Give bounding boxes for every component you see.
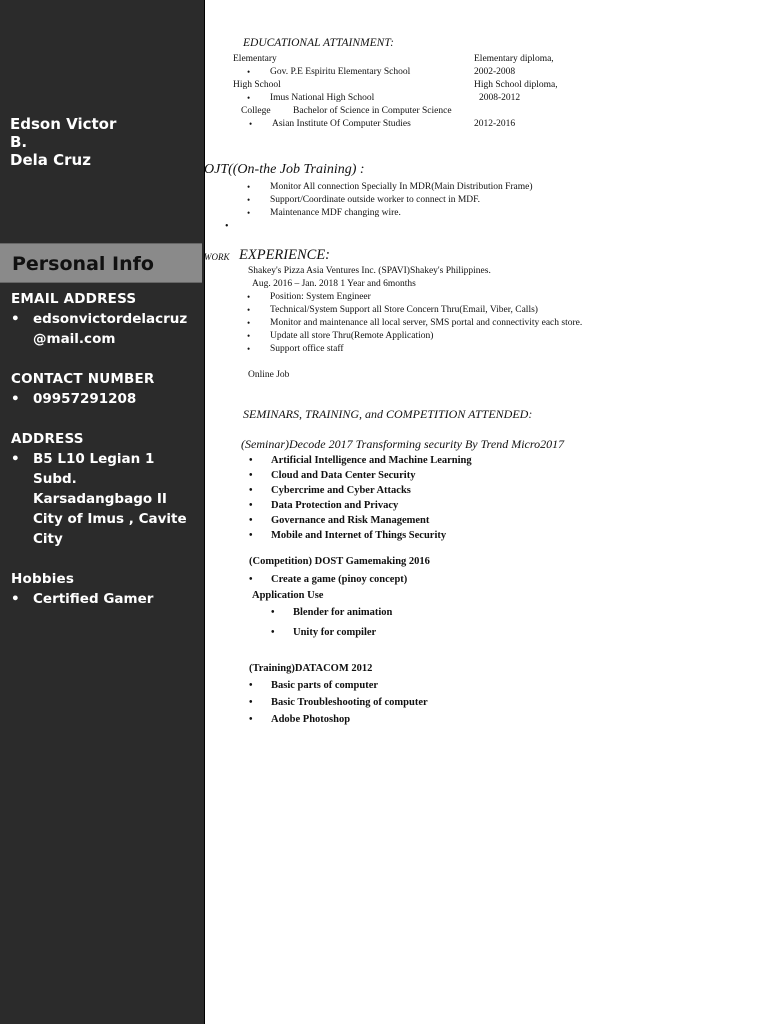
sidebar — [0, 0, 205, 1024]
contact-value: • 09957291208 — [11, 389, 201, 409]
high-school-name: • Imus National High School — [270, 93, 374, 103]
training-item: • Basic Troubleshooting of computer — [271, 697, 428, 708]
training-title: (Training)DATACOM 2012 — [249, 663, 373, 674]
email-section — [11, 289, 201, 349]
address-label: ADDRESS — [11, 431, 84, 447]
personal-info-title: Personal Info — [12, 253, 154, 275]
email-value — [11, 309, 201, 349]
college-school: • Asian Institute Of Computer Studies — [272, 119, 411, 129]
application-use: Application Use — [252, 590, 324, 601]
work-prefix: WORK — [204, 252, 230, 262]
middle-initial: B. — [10, 133, 28, 151]
contact-label: CONTACT NUMBER — [11, 371, 155, 387]
hobbies-label: Hobbies — [11, 571, 75, 587]
empty-bullet: • — [225, 221, 229, 232]
email-value-line: • edsonvictordelacruz — [33, 311, 188, 327]
seminar-item: • Artificial Intelligence and Machine Learning — [271, 455, 472, 466]
work-dates: Aug. 2016 – Jan. 2018 1 Year and 6months — [252, 279, 416, 289]
seminars-title: SEMINARS, TRAINING, and COMPETITION ATTENDED: — [243, 407, 533, 421]
hobbies-section — [11, 569, 201, 609]
work-item: • Monitor and maintenance all local server, SMS portal and connectivity each store. — [270, 318, 582, 328]
high-school-award: High School diploma, — [474, 80, 558, 90]
address-line: City — [33, 531, 63, 547]
first-name: Edson Victor — [10, 115, 117, 133]
seminar-item: • Governance and Risk Management — [271, 515, 429, 526]
competition-title: (Competition) DOST Gamemaking 2016 — [249, 556, 430, 567]
college-degree: Bachelor of Science in Computer Science — [293, 106, 452, 116]
address-line: City of Imus , Cavite — [33, 511, 187, 527]
elementary-award: Elementary diploma, — [474, 54, 554, 64]
ojt-item: • Support/Coordinate outside worker to connect in MDF. — [270, 195, 480, 205]
training-item: • Adobe Photoshop — [271, 714, 350, 725]
address-line: Karsadangbago II — [33, 491, 167, 507]
college-years: 2012-2016 — [474, 119, 516, 129]
college-label: College — [241, 106, 271, 116]
seminar-item: • Data Protection and Privacy — [271, 500, 398, 511]
contact-section — [11, 369, 201, 409]
email-value-line: @mail.com — [33, 331, 116, 347]
work-item: • Support office staff — [270, 344, 344, 354]
address-line: Subd. — [33, 471, 77, 487]
high-school-years: 2008-2012 — [479, 93, 521, 103]
full-name — [10, 115, 116, 169]
seminar-item: • Cybercrime and Cyber Attacks — [271, 485, 411, 496]
elementary-years: 2002-2008 — [474, 67, 516, 77]
work-item: • Technical/System Support all Store Concern Thru(Email, Viber, Calls) — [270, 305, 538, 315]
seminar-title: (Seminar)Decode 2017 Transforming security By Trend Micro2017 — [241, 437, 565, 451]
address-value — [11, 449, 201, 549]
elementary-label: Elementary — [233, 54, 277, 64]
hobbies-value: • Certified Gamer — [11, 589, 201, 609]
last-name: Dela Cruz — [10, 151, 91, 169]
seminar-item: • Mobile and Internet of Things Security — [271, 530, 446, 541]
ojt-item: • Maintenance MDF changing wire. — [270, 208, 401, 218]
seminar-item: • Cloud and Data Center Security — [271, 470, 415, 481]
application-item: • Unity for compiler — [293, 627, 376, 638]
email-label: EMAIL ADDRESS — [11, 291, 137, 307]
address-section — [11, 429, 201, 549]
work-item: • Position: System Engineer — [270, 292, 371, 302]
work-company: Shakey's Pizza Asia Ventures Inc. (SPAVI)Shakey's Philippines. — [248, 266, 491, 276]
competition-item: • Create a game (pinoy concept) — [271, 574, 407, 585]
training-item: • Basic parts of computer — [271, 680, 378, 691]
elementary-school: • Gov. P.E Espiritu Elementary School — [270, 67, 410, 77]
online-job: Online Job — [248, 370, 290, 380]
work-item: • Update all store Thru(Remote Application) — [270, 331, 433, 341]
application-item: • Blender for animation — [293, 607, 392, 618]
high-school-label: High School — [233, 80, 281, 90]
address-line: • B5 L10 Legian 1 — [33, 451, 155, 467]
education-title: EDUCATIONAL ATTAINMENT: — [243, 37, 394, 49]
ojt-title: OJT((On-the Job Training) : — [204, 162, 365, 177]
ojt-item: • Monitor All connection Specially In MDR(Main Distribution Frame) — [270, 182, 533, 192]
work-title: EXPERIENCE: — [239, 247, 331, 263]
